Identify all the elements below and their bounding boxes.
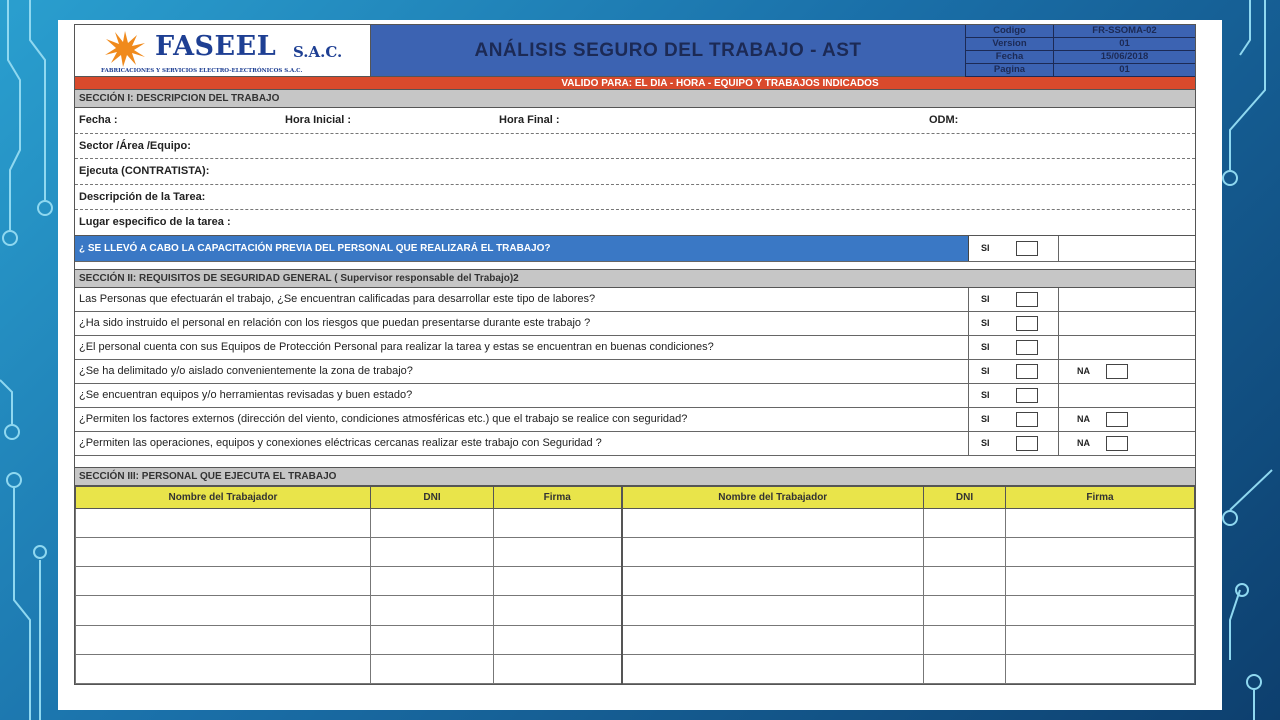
table-row [76, 567, 1195, 596]
si-label: SI [981, 243, 990, 253]
si-checkbox[interactable] [1016, 241, 1038, 256]
circuit-decoration-right [1220, 0, 1280, 720]
sector-row [75, 134, 1195, 160]
question-row [75, 432, 1195, 456]
question-text: ¿Se encuentran equipos y/o herramientas revisadas y buen estado? [75, 384, 969, 407]
question-text: ¿Se ha delimitado y/o aislado convenientemente la zona de trabajo? [75, 360, 969, 383]
table-row [76, 537, 1195, 566]
col-header: Nombre del Trabajador [622, 486, 924, 508]
si-label: SI [981, 318, 990, 328]
circuit-decoration-left [0, 0, 60, 720]
question-text: Las Personas que efectuarán el trabajo, ¿Se encuentran calificadas para desarrollar este tipo de labores? [75, 288, 969, 311]
company-subtitle: FABRICACIONES Y SERVICIOS ELECTRO-ELECTRÓNICOS S.A.C. [101, 68, 303, 74]
col-header: Firma [1006, 486, 1195, 508]
capacitacion-question: ¿ SE LLEVÓ A CABO LA CAPACITACIÓN PREVIA DEL PERSONAL QUE REALIZARÁ EL TRABAJO? [75, 236, 969, 261]
hora-final-label: Hora Final : [499, 114, 560, 126]
company-suffix: S.A.C. [293, 43, 343, 61]
hora-inicial-label: Hora Inicial : [285, 114, 352, 126]
table-row [76, 596, 1195, 625]
question-row [75, 408, 1195, 432]
sun-icon [103, 31, 147, 67]
col-header: Nombre del Trabajador [76, 486, 371, 508]
si-checkbox[interactable] [1016, 388, 1038, 403]
si-checkbox[interactable] [1016, 340, 1038, 355]
meta-value: 01 [1053, 64, 1195, 77]
si-checkbox[interactable] [1016, 412, 1038, 427]
descripcion-label: Descripción de la Tarea: [79, 190, 206, 203]
meta-label: Codigo [965, 25, 1053, 38]
capacitacion-row [75, 236, 1195, 262]
na-checkbox[interactable] [1106, 364, 1128, 379]
si-checkbox[interactable] [1016, 436, 1038, 451]
col-header: Firma [494, 486, 622, 508]
question-text: ¿Ha sido instruido el personal en relación con los riesgos que puedan presentarse durante este trabajo ? [75, 312, 969, 335]
question-text: ¿Permiten las operaciones, equipos y conexiones eléctricas cercanas realizar este trabajo con Seguridad ? [75, 432, 969, 455]
question-row [75, 360, 1195, 384]
na-checkbox[interactable] [1106, 412, 1128, 427]
odm-label: ODM: [929, 114, 959, 126]
section-2-title: SECCIÓN II: REQUISITOS DE SEGURIDAD GENERAL ( Supervisor responsable del Trabajo)2 [75, 270, 1195, 288]
document-page [58, 20, 1222, 710]
meta-value: 01 [1053, 38, 1195, 51]
valid-banner: VALIDO PARA: EL DIA - HORA - EQUIPO Y TRABAJOS INDICADOS [75, 77, 1195, 90]
na-label: NA [1077, 414, 1090, 424]
company-logo [75, 25, 371, 76]
section-1-title: SECCIÓN I: DESCRIPCION DEL TRABAJO [75, 90, 1195, 108]
meta-label: Fecha [965, 51, 1053, 64]
table-row [76, 508, 1195, 537]
lugar-row [75, 210, 1195, 236]
descripcion-row [75, 185, 1195, 211]
date-time-row [75, 108, 1195, 134]
meta-label: Version [965, 38, 1053, 51]
si-checkbox[interactable] [1016, 316, 1038, 331]
ejecuta-label: Ejecuta (CONTRATISTA): [79, 165, 210, 178]
si-label: SI [981, 390, 990, 400]
si-label: SI [981, 366, 990, 376]
company-name: FASEEL [155, 31, 277, 62]
personnel-table [75, 486, 1195, 685]
question-row [75, 336, 1195, 360]
si-label: SI [981, 294, 990, 304]
ejecuta-row [75, 159, 1195, 185]
si-label: SI [981, 438, 990, 448]
form-title: ANÁLISIS SEGURO DEL TRABAJO - AST [371, 25, 965, 76]
table-row [76, 654, 1195, 683]
meta-value: 15/06/2018 [1053, 51, 1195, 64]
ast-form [74, 24, 1196, 685]
question-text: ¿El personal cuenta con sus Equipos de Protección Personal para realizar la tarea y estas se encuentran en buenas condiciones? [75, 336, 969, 359]
si-label: SI [981, 414, 990, 424]
si-label: SI [981, 342, 990, 352]
meta-value: FR-SSOMA-02 [1053, 25, 1195, 38]
document-meta [965, 25, 1195, 76]
si-checkbox[interactable] [1016, 292, 1038, 307]
sector-label: Sector /Área /Equipo: [79, 139, 191, 152]
table-row [76, 625, 1195, 654]
meta-label: Pagina [965, 64, 1053, 77]
col-header: DNI [924, 486, 1006, 508]
na-label: NA [1077, 366, 1090, 376]
form-header [75, 25, 1195, 77]
question-row [75, 288, 1195, 312]
col-header: DNI [371, 486, 494, 508]
section-3-title: SECCIÓN III: PERSONAL QUE EJECUTA EL TRABAJO [75, 468, 1195, 486]
fecha-label: Fecha : [79, 114, 118, 126]
na-label: NA [1077, 438, 1090, 448]
lugar-label: Lugar especifico de la tarea : [79, 216, 231, 229]
na-checkbox[interactable] [1106, 436, 1128, 451]
question-row [75, 384, 1195, 408]
question-text: ¿Permiten los factores externos (dirección del viento, condiciones atmosféricas etc.) que el trabajo se realice con seguridad? [75, 408, 969, 431]
si-checkbox[interactable] [1016, 364, 1038, 379]
question-row [75, 312, 1195, 336]
